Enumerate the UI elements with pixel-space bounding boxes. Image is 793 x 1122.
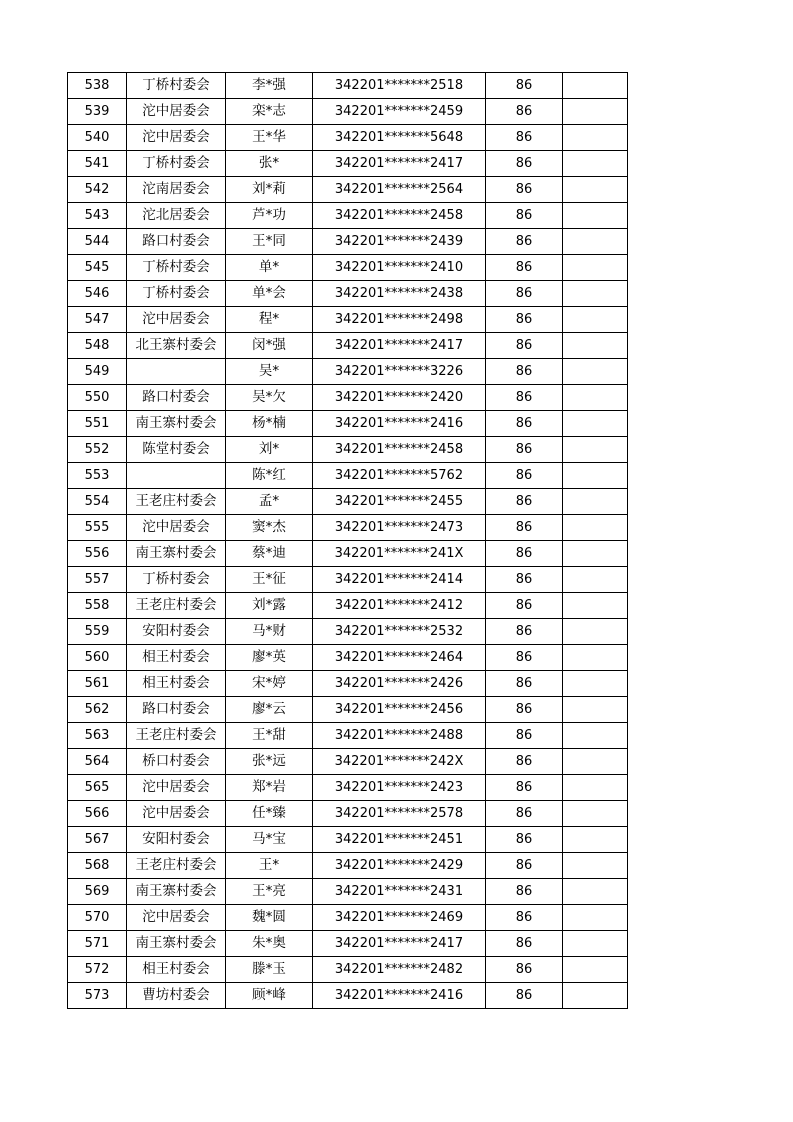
score-cell: 86 <box>486 437 563 463</box>
id-number-cell: 342201*******2417 <box>313 333 486 359</box>
row-number-cell: 550 <box>68 385 127 411</box>
table-row <box>68 489 628 515</box>
id-number-cell: 342201*******2464 <box>313 645 486 671</box>
id-number-cell: 342201*******242X <box>313 749 486 775</box>
row-number-cell: 560 <box>68 645 127 671</box>
id-number-cell: 342201*******2482 <box>313 957 486 983</box>
table-row <box>68 593 628 619</box>
person-name-cell: 孟* <box>226 489 313 515</box>
id-number-cell: 342201*******2488 <box>313 723 486 749</box>
row-number-cell: 557 <box>68 567 127 593</box>
remark-cell <box>563 775 628 801</box>
id-number-cell: 342201*******2423 <box>313 775 486 801</box>
id-number-cell: 342201*******2518 <box>313 73 486 99</box>
row-number-cell: 569 <box>68 879 127 905</box>
committee-cell <box>127 463 226 489</box>
roster-table <box>67 72 628 1009</box>
row-number-cell: 561 <box>68 671 127 697</box>
row-number-cell: 541 <box>68 151 127 177</box>
remark-cell <box>563 541 628 567</box>
id-number-cell: 342201*******2532 <box>313 619 486 645</box>
remark-cell <box>563 489 628 515</box>
person-name-cell: 王*亮 <box>226 879 313 905</box>
score-cell: 86 <box>486 151 563 177</box>
committee-cell: 沱中居委会 <box>127 307 226 333</box>
row-number-cell: 551 <box>68 411 127 437</box>
id-number-cell: 342201*******2458 <box>313 437 486 463</box>
id-number-cell: 342201*******2451 <box>313 827 486 853</box>
committee-cell: 南王寨村委会 <box>127 411 226 437</box>
committee-cell: 沱中居委会 <box>127 905 226 931</box>
id-number-cell: 342201*******2417 <box>313 931 486 957</box>
row-number-cell: 552 <box>68 437 127 463</box>
remark-cell <box>563 385 628 411</box>
table-row <box>68 151 628 177</box>
person-name-cell: 朱*奥 <box>226 931 313 957</box>
id-number-cell: 342201*******2431 <box>313 879 486 905</box>
row-number-cell: 563 <box>68 723 127 749</box>
id-number-cell: 342201*******2439 <box>313 229 486 255</box>
table-row <box>68 125 628 151</box>
remark-cell <box>563 307 628 333</box>
row-number-cell: 568 <box>68 853 127 879</box>
remark-cell <box>563 359 628 385</box>
committee-cell: 桥口村委会 <box>127 749 226 775</box>
committee-cell: 沱中居委会 <box>127 515 226 541</box>
committee-cell: 沱中居委会 <box>127 775 226 801</box>
score-cell: 86 <box>486 619 563 645</box>
score-cell: 86 <box>486 905 563 931</box>
committee-cell: 陈堂村委会 <box>127 437 226 463</box>
remark-cell <box>563 255 628 281</box>
remark-cell <box>563 411 628 437</box>
id-number-cell: 342201*******2417 <box>313 151 486 177</box>
row-number-cell: 567 <box>68 827 127 853</box>
id-number-cell: 342201*******2469 <box>313 905 486 931</box>
committee-cell <box>127 359 226 385</box>
score-cell: 86 <box>486 359 563 385</box>
person-name-cell: 张*远 <box>226 749 313 775</box>
remark-cell <box>563 827 628 853</box>
row-number-cell: 565 <box>68 775 127 801</box>
person-name-cell: 廖*云 <box>226 697 313 723</box>
score-cell: 86 <box>486 879 563 905</box>
person-name-cell: 程* <box>226 307 313 333</box>
id-number-cell: 342201*******2412 <box>313 593 486 619</box>
table-row <box>68 697 628 723</box>
id-number-cell: 342201*******2459 <box>313 99 486 125</box>
score-cell: 86 <box>486 671 563 697</box>
person-name-cell: 王*同 <box>226 229 313 255</box>
person-name-cell: 单* <box>226 255 313 281</box>
table-row <box>68 723 628 749</box>
person-name-cell: 刘*莉 <box>226 177 313 203</box>
row-number-cell: 562 <box>68 697 127 723</box>
committee-cell: 王老庄村委会 <box>127 853 226 879</box>
person-name-cell: 窦*杰 <box>226 515 313 541</box>
person-name-cell: 王*征 <box>226 567 313 593</box>
table-row <box>68 463 628 489</box>
table-row <box>68 203 628 229</box>
id-number-cell: 342201*******2455 <box>313 489 486 515</box>
committee-cell: 沱中居委会 <box>127 125 226 151</box>
remark-cell <box>563 99 628 125</box>
remark-cell <box>563 151 628 177</box>
remark-cell <box>563 723 628 749</box>
committee-cell: 南王寨村委会 <box>127 931 226 957</box>
score-cell: 86 <box>486 983 563 1009</box>
remark-cell <box>563 567 628 593</box>
table-row <box>68 333 628 359</box>
score-cell: 86 <box>486 125 563 151</box>
score-cell: 86 <box>486 229 563 255</box>
id-number-cell: 342201*******3226 <box>313 359 486 385</box>
remark-cell <box>563 801 628 827</box>
remark-cell <box>563 463 628 489</box>
id-number-cell: 342201*******2578 <box>313 801 486 827</box>
row-number-cell: 549 <box>68 359 127 385</box>
score-cell: 86 <box>486 541 563 567</box>
table-row <box>68 567 628 593</box>
person-name-cell: 刘*露 <box>226 593 313 619</box>
score-cell: 86 <box>486 281 563 307</box>
committee-cell: 沱北居委会 <box>127 203 226 229</box>
row-number-cell: 556 <box>68 541 127 567</box>
table-row <box>68 73 628 99</box>
table-row <box>68 645 628 671</box>
id-number-cell: 342201*******5648 <box>313 125 486 151</box>
remark-cell <box>563 125 628 151</box>
score-cell: 86 <box>486 411 563 437</box>
committee-cell: 相王村委会 <box>127 645 226 671</box>
id-number-cell: 342201*******5762 <box>313 463 486 489</box>
score-cell: 86 <box>486 515 563 541</box>
row-number-cell: 553 <box>68 463 127 489</box>
person-name-cell: 闵*强 <box>226 333 313 359</box>
table-row <box>68 229 628 255</box>
score-cell: 86 <box>486 333 563 359</box>
committee-cell: 安阳村委会 <box>127 827 226 853</box>
score-cell: 86 <box>486 99 563 125</box>
score-cell: 86 <box>486 593 563 619</box>
row-number-cell: 539 <box>68 99 127 125</box>
table-row <box>68 827 628 853</box>
id-number-cell: 342201*******2473 <box>313 515 486 541</box>
person-name-cell: 王* <box>226 853 313 879</box>
row-number-cell: 570 <box>68 905 127 931</box>
id-number-cell: 342201*******2429 <box>313 853 486 879</box>
person-name-cell: 单*会 <box>226 281 313 307</box>
person-name-cell: 杨*楠 <box>226 411 313 437</box>
score-cell: 86 <box>486 385 563 411</box>
committee-cell: 路口村委会 <box>127 697 226 723</box>
remark-cell <box>563 905 628 931</box>
person-name-cell: 李*强 <box>226 73 313 99</box>
table-row <box>68 749 628 775</box>
row-number-cell: 573 <box>68 983 127 1009</box>
remark-cell <box>563 515 628 541</box>
table-row <box>68 983 628 1009</box>
row-number-cell: 548 <box>68 333 127 359</box>
score-cell: 86 <box>486 177 563 203</box>
committee-cell: 南王寨村委会 <box>127 879 226 905</box>
row-number-cell: 545 <box>68 255 127 281</box>
row-number-cell: 571 <box>68 931 127 957</box>
row-number-cell: 559 <box>68 619 127 645</box>
id-number-cell: 342201*******2416 <box>313 983 486 1009</box>
table-row <box>68 177 628 203</box>
committee-cell: 相王村委会 <box>127 957 226 983</box>
id-number-cell: 342201*******2498 <box>313 307 486 333</box>
person-name-cell: 栾*志 <box>226 99 313 125</box>
person-name-cell: 任*臻 <box>226 801 313 827</box>
table-row <box>68 853 628 879</box>
table-row <box>68 541 628 567</box>
table-row <box>68 775 628 801</box>
row-number-cell: 542 <box>68 177 127 203</box>
table-row <box>68 905 628 931</box>
committee-cell: 丁桥村委会 <box>127 73 226 99</box>
committee-cell: 丁桥村委会 <box>127 281 226 307</box>
person-name-cell: 郑*岩 <box>226 775 313 801</box>
remark-cell <box>563 333 628 359</box>
remark-cell <box>563 229 628 255</box>
remark-cell <box>563 853 628 879</box>
person-name-cell: 张* <box>226 151 313 177</box>
table-row <box>68 307 628 333</box>
committee-cell: 曹坊村委会 <box>127 983 226 1009</box>
committee-cell: 丁桥村委会 <box>127 567 226 593</box>
committee-cell: 安阳村委会 <box>127 619 226 645</box>
committee-cell: 沱中居委会 <box>127 99 226 125</box>
score-cell: 86 <box>486 827 563 853</box>
remark-cell <box>563 73 628 99</box>
table-row <box>68 619 628 645</box>
id-number-cell: 342201*******2414 <box>313 567 486 593</box>
row-number-cell: 540 <box>68 125 127 151</box>
row-number-cell: 538 <box>68 73 127 99</box>
row-number-cell: 555 <box>68 515 127 541</box>
table-row <box>68 385 628 411</box>
remark-cell <box>563 749 628 775</box>
person-name-cell: 廖*英 <box>226 645 313 671</box>
row-number-cell: 543 <box>68 203 127 229</box>
score-cell: 86 <box>486 203 563 229</box>
score-cell: 86 <box>486 307 563 333</box>
score-cell: 86 <box>486 723 563 749</box>
score-cell: 86 <box>486 749 563 775</box>
committee-cell: 路口村委会 <box>127 385 226 411</box>
score-cell: 86 <box>486 957 563 983</box>
table-row <box>68 281 628 307</box>
id-number-cell: 342201*******2438 <box>313 281 486 307</box>
remark-cell <box>563 671 628 697</box>
committee-cell: 南王寨村委会 <box>127 541 226 567</box>
row-number-cell: 546 <box>68 281 127 307</box>
score-cell: 86 <box>486 801 563 827</box>
id-number-cell: 342201*******2426 <box>313 671 486 697</box>
table-body <box>68 73 628 1009</box>
score-cell: 86 <box>486 697 563 723</box>
remark-cell <box>563 281 628 307</box>
table-row <box>68 255 628 281</box>
table-row <box>68 957 628 983</box>
remark-cell <box>563 203 628 229</box>
row-number-cell: 554 <box>68 489 127 515</box>
id-number-cell: 342201*******2420 <box>313 385 486 411</box>
table-row <box>68 515 628 541</box>
score-cell: 86 <box>486 255 563 281</box>
row-number-cell: 547 <box>68 307 127 333</box>
person-name-cell: 滕*玉 <box>226 957 313 983</box>
committee-cell: 丁桥村委会 <box>127 151 226 177</box>
table-row <box>68 411 628 437</box>
id-number-cell: 342201*******2416 <box>313 411 486 437</box>
score-cell: 86 <box>486 931 563 957</box>
score-cell: 86 <box>486 645 563 671</box>
remark-cell <box>563 593 628 619</box>
row-number-cell: 572 <box>68 957 127 983</box>
remark-cell <box>563 983 628 1009</box>
score-cell: 86 <box>486 489 563 515</box>
remark-cell <box>563 931 628 957</box>
remark-cell <box>563 177 628 203</box>
person-name-cell: 刘* <box>226 437 313 463</box>
score-cell: 86 <box>486 775 563 801</box>
id-number-cell: 342201*******2458 <box>313 203 486 229</box>
id-number-cell: 342201*******2456 <box>313 697 486 723</box>
committee-cell: 相王村委会 <box>127 671 226 697</box>
person-name-cell: 顾*峰 <box>226 983 313 1009</box>
committee-cell: 丁桥村委会 <box>127 255 226 281</box>
committee-cell: 路口村委会 <box>127 229 226 255</box>
id-number-cell: 342201*******2564 <box>313 177 486 203</box>
person-name-cell: 吴*欠 <box>226 385 313 411</box>
table-row <box>68 359 628 385</box>
table-row <box>68 671 628 697</box>
person-name-cell: 马*宝 <box>226 827 313 853</box>
person-name-cell: 魏*圆 <box>226 905 313 931</box>
person-name-cell: 王*华 <box>226 125 313 151</box>
score-cell: 86 <box>486 73 563 99</box>
row-number-cell: 566 <box>68 801 127 827</box>
table-row <box>68 801 628 827</box>
person-name-cell: 王*甜 <box>226 723 313 749</box>
remark-cell <box>563 645 628 671</box>
person-name-cell: 马*财 <box>226 619 313 645</box>
committee-cell: 王老庄村委会 <box>127 723 226 749</box>
remark-cell <box>563 697 628 723</box>
id-number-cell: 342201*******241X <box>313 541 486 567</box>
committee-cell: 北王寨村委会 <box>127 333 226 359</box>
remark-cell <box>563 957 628 983</box>
score-cell: 86 <box>486 853 563 879</box>
person-name-cell: 陈*红 <box>226 463 313 489</box>
id-number-cell: 342201*******2410 <box>313 255 486 281</box>
remark-cell <box>563 437 628 463</box>
remark-cell <box>563 879 628 905</box>
row-number-cell: 564 <box>68 749 127 775</box>
committee-cell: 沱中居委会 <box>127 801 226 827</box>
score-cell: 86 <box>486 567 563 593</box>
remark-cell <box>563 619 628 645</box>
row-number-cell: 544 <box>68 229 127 255</box>
committee-cell: 沱南居委会 <box>127 177 226 203</box>
committee-cell: 王老庄村委会 <box>127 593 226 619</box>
score-cell: 86 <box>486 463 563 489</box>
table-row <box>68 437 628 463</box>
person-name-cell: 芦*功 <box>226 203 313 229</box>
row-number-cell: 558 <box>68 593 127 619</box>
person-name-cell: 吴* <box>226 359 313 385</box>
person-name-cell: 宋*婷 <box>226 671 313 697</box>
table-row <box>68 931 628 957</box>
table-row <box>68 99 628 125</box>
committee-cell: 王老庄村委会 <box>127 489 226 515</box>
table-row <box>68 879 628 905</box>
person-name-cell: 蔡*迪 <box>226 541 313 567</box>
